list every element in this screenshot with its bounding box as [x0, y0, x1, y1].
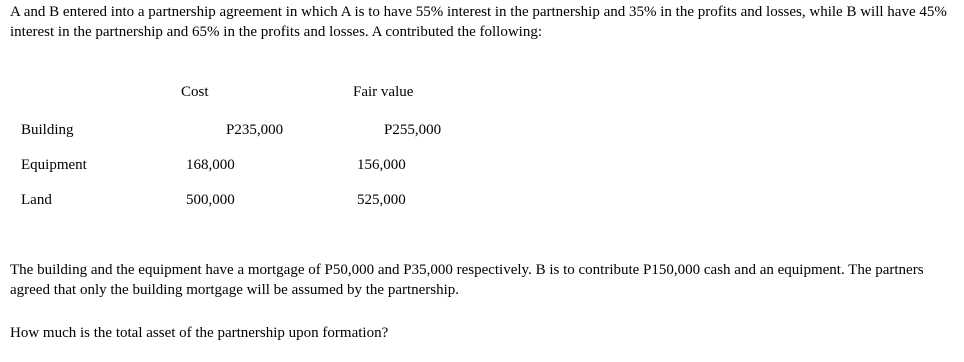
problem-intro: A and B entered into a partnership agreement in which A is to have 55% interest in the partnership and 35% in the profits and losses, while B will have 45% interest in the partnership and 65% in the profits and losses. A contributed the following: — [10, 4, 947, 40]
equipment-fair-value: 156,000 — [357, 157, 406, 173]
row-label-land: Land — [21, 192, 52, 208]
equipment-cost: 168,000 — [186, 157, 235, 173]
land-fair-value: 525,000 — [357, 192, 406, 208]
column-header-cost: Cost — [181, 84, 209, 100]
problem-question: How much is the total asset of the partnership upon formation? — [10, 325, 389, 341]
building-fair-value: P255,000 — [384, 122, 442, 138]
column-header-fair-value: Fair value — [353, 84, 414, 100]
building-cost: P235,000 — [226, 122, 284, 138]
row-label-equipment: Equipment — [21, 157, 87, 173]
land-cost: 500,000 — [186, 192, 235, 208]
row-label-building: Building — [21, 122, 74, 138]
problem-details: The building and the equipment have a mortgage of P50,000 and P35,000 respectively. B is to contribute P150,000 cash and an equipment. The partners agreed that only the building mortgage will be assumed by the partnership. — [10, 262, 924, 298]
